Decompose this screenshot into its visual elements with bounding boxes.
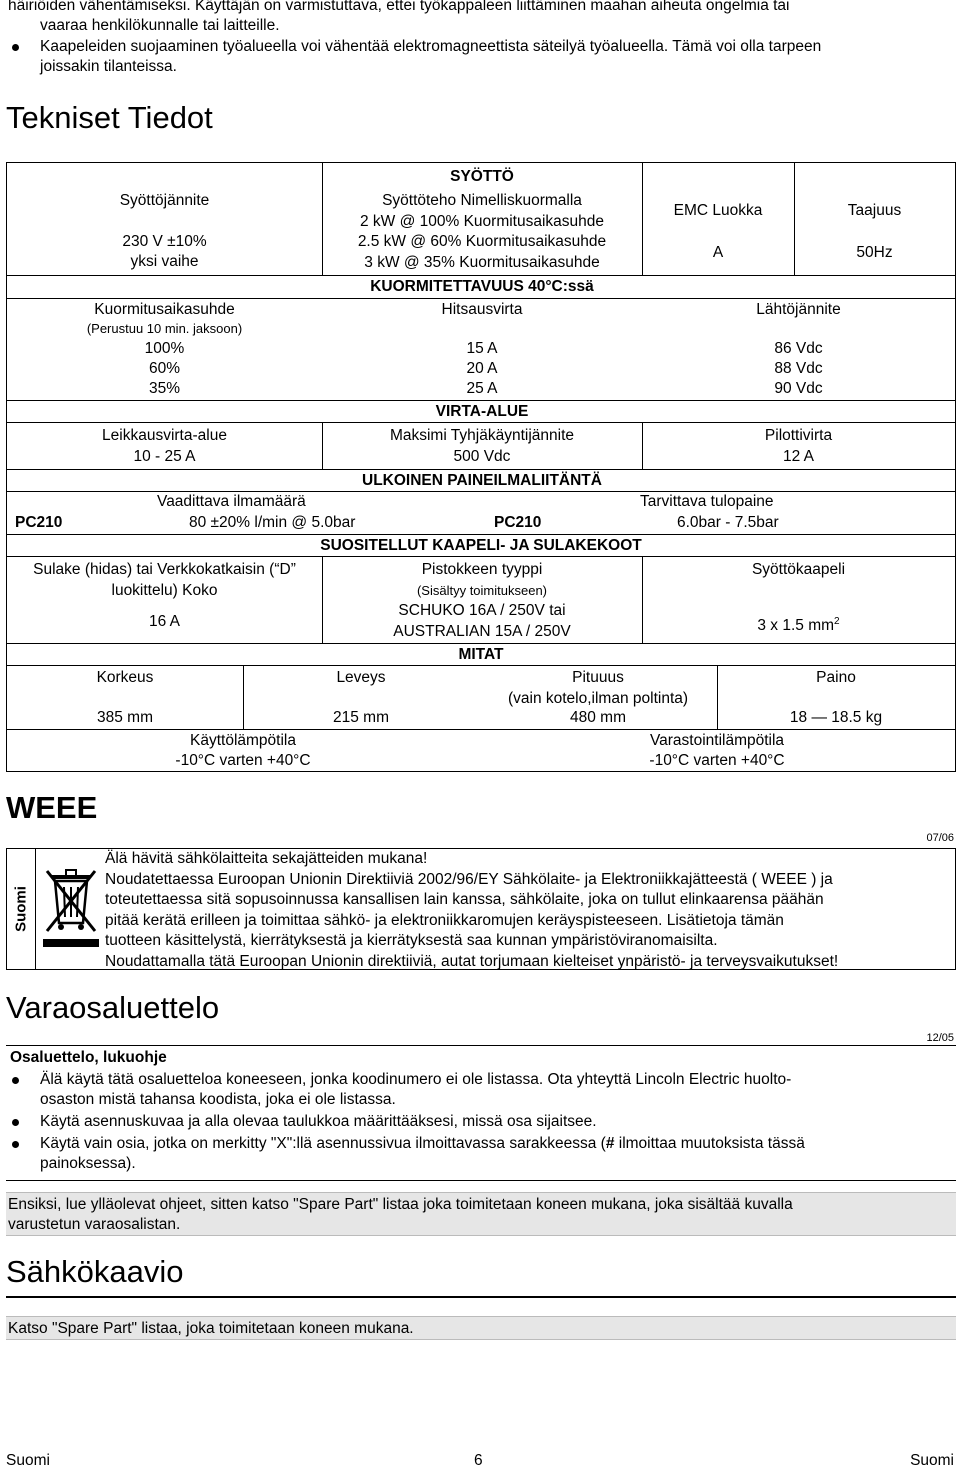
- tech-table: [6, 162, 956, 772]
- paino-value: 18 — 18.5 kg: [789, 709, 883, 726]
- intro-line-2: vaaraa henkilökunnalle tai laitteille.: [40, 17, 280, 34]
- pituus-value: 480 mm: [570, 709, 626, 726]
- leikkaus-label: Leikkausvirta-alue: [102, 427, 227, 444]
- tulopaine-label: Tarvittava tulopaine: [640, 493, 774, 510]
- section-header-kuormitettavuus: KUORMITETTAVUUS 40°C:ssä: [370, 278, 594, 295]
- sulake-label: Sulake (hidas) tai Verkkokatkaisin (“D”: [33, 561, 296, 578]
- pistoke-value: SCHUKO 16A / 250V tai: [398, 602, 566, 619]
- intro-line-1: häiriöiden vähentämiseksi. Käyttäjän on varmistuttava, ettei työkappaleen liittäminen maahan aiheuta ongelmia tai: [8, 0, 790, 14]
- duty-value: 100%: [144, 340, 185, 357]
- schematic-note-box: Katso "Spare Part" listaa, joka toimitetaan koneen mukana.: [6, 1316, 956, 1340]
- list-item: Käytä vain osia, jotka on merkitty "X":llä asennussivua ilmoittavassa sarakkeessa (# ilmoittaa muutoksista tässä painoksessa).: [8, 1134, 953, 1174]
- tech-heading: Tekniset Tiedot: [6, 100, 213, 135]
- divider: [7, 643, 955, 644]
- divider: [7, 534, 955, 535]
- emc-label: EMC Luokka: [673, 202, 763, 219]
- section-header-paineilma: ULKOINEN PAINEILMALIITÄNTÄ: [362, 472, 602, 489]
- syottoteho-value: 2 kW @ 100% Kuormitusaikasuhde: [359, 213, 605, 230]
- divider: [7, 298, 955, 299]
- kaytto-label: Käyttölämpötila: [190, 732, 296, 749]
- hitsausvirta-label: Hitsausvirta: [441, 301, 523, 318]
- pistoke-value: AUSTRALIAN 15A / 250V: [393, 623, 571, 640]
- pituus-label-note: (vain kotelo,ilman poltinta): [507, 690, 689, 707]
- pilotti-value: 12 A: [782, 448, 815, 465]
- divider: [6, 1296, 956, 1298]
- footer-left: Suomi: [6, 1452, 50, 1469]
- list-item: Käytä asennuskuvaa ja alla olevaa taulukkoa määrittääksesi, missä osa sijaitsee.: [8, 1112, 953, 1132]
- page-number: 6: [474, 1452, 483, 1469]
- current-value: 15 A: [466, 340, 498, 357]
- weee-heading: WEEE: [6, 790, 98, 825]
- divider: [6, 1180, 956, 1181]
- intro-paragraph: [8, 0, 953, 36]
- syottoteho-value: 2.5 kW @ 60% Kuormitusaikasuhde: [357, 233, 607, 250]
- maksimi-value: 500 Vdc: [453, 448, 511, 465]
- schematic-heading: Sähkökaavio: [6, 1254, 184, 1289]
- korkeus-value: 385 mm: [97, 709, 153, 726]
- parts-heading: Varaosaluettelo: [6, 990, 220, 1025]
- list-item: Kaapeleiden suojaaminen työalueella voi vähentää elektromagneettista säteilyä työalueella. Tämä voi olla tarpeen joissakin tilanteissa.: [8, 37, 953, 77]
- model-label: PC210: [15, 514, 63, 531]
- kaytto-value: -10°C varten +40°C: [175, 752, 311, 769]
- section-header-kaapeli: SUOSITELLUT KAAPELI- JA SULAKEKOOT: [320, 537, 642, 554]
- parts-subheading: Osaluettelo, lukuohje: [10, 1049, 167, 1066]
- voltage-value: 88 Vdc: [774, 360, 823, 377]
- lahtojannite-label: Lähtöjännite: [756, 301, 841, 318]
- bullet-icon: [12, 1119, 19, 1126]
- duty-value: 35%: [148, 380, 181, 397]
- taajuus-value: 50Hz: [856, 244, 893, 261]
- syottoteho-value: 3 kW @ 35% Kuormitusaikasuhde: [364, 254, 600, 271]
- korkeus-label: Korkeus: [96, 669, 154, 686]
- syottokaapeli-value: 3 x 1.5 $mm^2$: [757, 616, 840, 635]
- kuormitusaikasuhde-label: Kuormitusaikasuhde: [94, 301, 235, 318]
- current-value: 20 A: [466, 360, 498, 377]
- paino-label: Paino: [816, 669, 856, 686]
- section-header-mitat: MITAT: [458, 646, 504, 663]
- bullet-icon: [12, 1141, 19, 1148]
- divider: [7, 729, 955, 730]
- sulake-value: 16 A: [148, 613, 181, 630]
- divider: [7, 400, 955, 401]
- varasto-label: Varastointilämpötila: [649, 732, 785, 749]
- pistoke-note: (Sisältyy toimitukseen): [416, 583, 548, 598]
- bullet-icon: [12, 1077, 19, 1084]
- bullet-icon: [12, 44, 19, 51]
- syottojannite-phase: yksi vaihe: [130, 253, 199, 270]
- bin-icon: [41, 867, 101, 953]
- kuormitusaikasuhde-note: (Perustuu 10 min. jaksoon): [86, 321, 243, 336]
- leveys-label: Leveys: [336, 669, 386, 686]
- ilmamaara-value: 80 ±20% l/min @ 5.0bar: [189, 514, 356, 531]
- intro-bullet-list: [8, 37, 953, 77]
- weee-text: Älä hävitä sähkölaitteita sekajätteiden mukana! Noudatettaessa Euroopan Unionin Direktiiviä 2002/96/EY Sähkölaite- ja Elektroniikkajätteestä ( WEEE ) ja toteutettaessa sitä sopusoinnussa kansallisen lain kanssa, sähkölaite, joka on tullut elinkaarensa päähän pitää kerätä erilleen ja toimittaa sähkö- ja elektroniikkaromujen keräyspisteeseen. Lisätietoja tämän tuotteen käsittelystä, kierrätyksestä ja kierrätyksestä saa kunnan ympäristöviranomaisilta. Noudattamalla tätä Euroopan Unionin direktiiviä, autat torjumaan kielteiset ynpäristö- ja terveysvaikutukset!: [105, 850, 839, 970]
- weee-side-label: Suomi: [7, 849, 36, 969]
- emc-value: A: [712, 244, 724, 261]
- list-item: Älä käytä tätä osaluetteloa koneeseen, jonka koodinumero ei ole listassa. Ota yhteyttä Lincoln Electric huolto- osaston mistä tahansa koodista, joka ei ole listassa.: [8, 1070, 953, 1110]
- model-label: PC210: [494, 514, 542, 531]
- section-header-virta-alue: VIRTA-ALUE: [435, 403, 529, 420]
- section-header-syotto: SYÖTTÖ: [450, 168, 514, 185]
- leikkaus-value: 10 - 25 A: [133, 448, 196, 465]
- syottokaapeli-label: Syöttökaapeli: [751, 561, 846, 578]
- divider: [7, 469, 955, 470]
- divider: [6, 1045, 956, 1046]
- pilotti-label: Pilottivirta: [764, 427, 833, 444]
- divider: [7, 275, 955, 276]
- sulake-label: luokittelu) Koko: [111, 582, 218, 599]
- syottojannite-label: Syöttöjännite: [119, 192, 210, 209]
- ilmamaara-label: Vaadittava ilmamäärä: [157, 493, 306, 510]
- parts-note-box: Ensiksi, lue ylläolevat ohjeet, sitten katso "Spare Part" listaa joka toimitetaan koneen mukana, joka sisältää kuvalla varustetun varaosalistan.: [6, 1192, 956, 1236]
- parts-bullet-list: [8, 1070, 953, 1174]
- current-value: 25 A: [466, 380, 498, 397]
- duty-value: 60%: [148, 360, 181, 377]
- pistoke-label: Pistokkeen tyyppi: [421, 561, 543, 578]
- weee-date: 07/06: [926, 832, 954, 844]
- footer-right: Suomi: [910, 1452, 954, 1469]
- varasto-value: -10°C varten +40°C: [649, 752, 785, 769]
- syottojannite-value: 230 V ±10%: [122, 233, 207, 250]
- leveys-value: 215 mm: [333, 709, 389, 726]
- taajuus-label: Taajuus: [847, 202, 902, 219]
- voltage-value: 86 Vdc: [774, 340, 823, 357]
- weee-box: [6, 848, 956, 970]
- parts-date: 12/05: [926, 1032, 954, 1044]
- syottoteho-label: Syöttöteho Nimelliskuormalla: [382, 192, 582, 209]
- maksimi-label: Maksimi Tyhjäkäyntijännite: [389, 427, 575, 444]
- voltage-value: 90 Vdc: [774, 380, 823, 397]
- pituus-label: Pituuus: [572, 669, 624, 686]
- tulopaine-value: 6.0bar - 7.5bar: [677, 514, 779, 531]
